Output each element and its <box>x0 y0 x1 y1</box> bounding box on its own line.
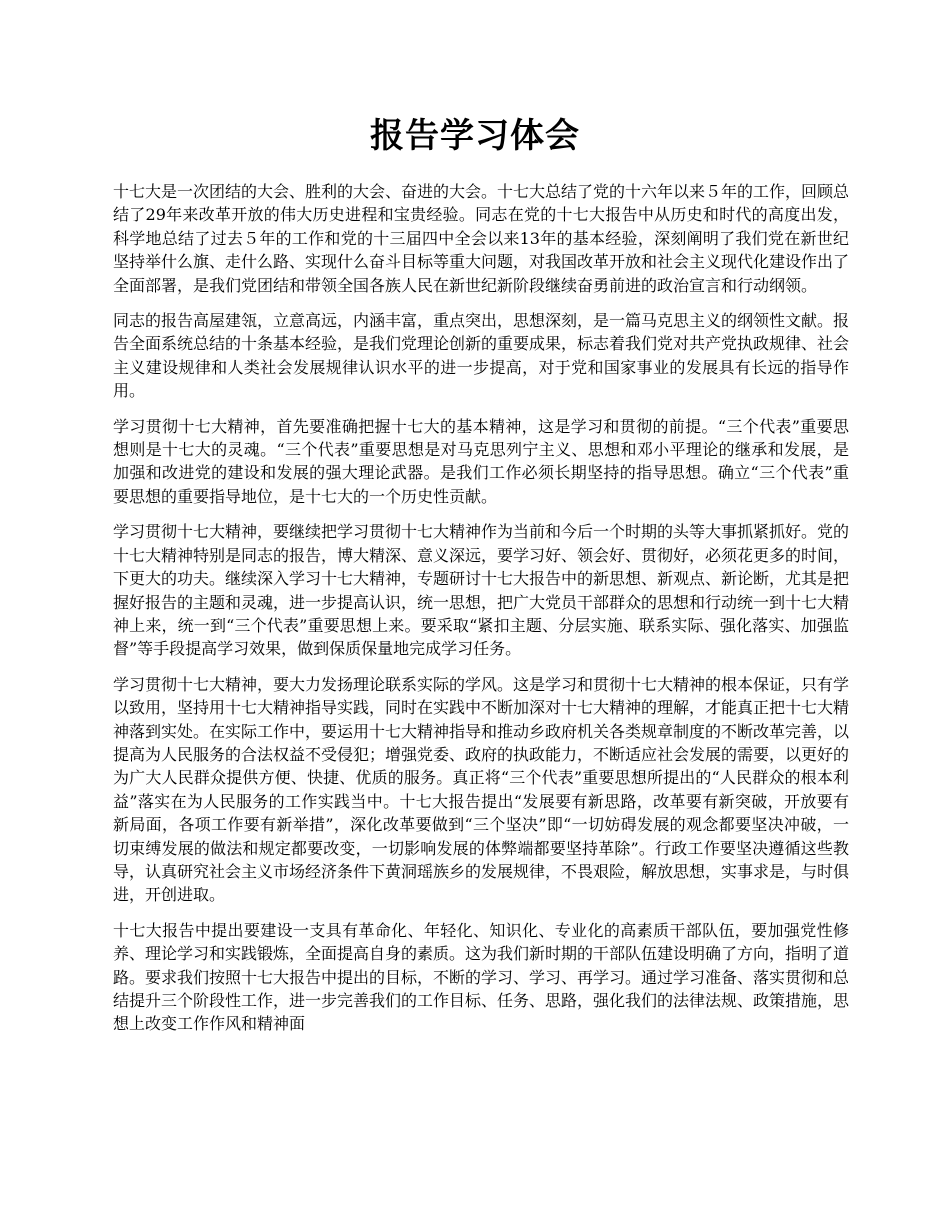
paragraph-3: 学习贯彻十七大精神，首先要准确把握十七大的基本精神，这是学习和贯彻的前提。“三个代表”重要思想则是十七大的灵魂。“三个代表”重要思想是对马克思列宁主义、思想和邓小平理论的继承和发展，是加强和改进党的建设和发展的强大理论武器。是我们工作必须长期坚持的指导思想。确立“三个代表”重要思想的重要指导地位，是十七大的一个历史性贡献。 <box>113 416 849 506</box>
page-title: 报告学习体会 <box>370 116 580 156</box>
paragraph-4: 学习贯彻十七大精神，要继续把学习贯彻十七大精神作为当前和今后一个时期的头等大事抓紧抓好。党的十七大精神特别是同志的报告，博大精深、意义深远，要学习好、领会好、贯彻好，必须花更多的时间，下更大的功夫。继续深入学习十七大精神，专题研讨十七大报告中的新思想、新观点、新论断，尤其是把握好报告的主题和灵魂，进一步提高认识，统一思想，把广大党员干部群众的思想和行动统一到十七大精神上来，统一到“三个代表”重要思想上来。要采取“紧扣主题、分层实施、联系实际、强化落实、加强监督”等手段提高学习效果，做到保质保量地完成学习任务。 <box>113 522 850 659</box>
paragraph-1: 十七大是一次团结的大会、胜利的大会、奋进的大会。十七大总结了党的十六年以来５年的工作，回顾总结了29年来改革开放的伟大历史进程和宝贵经验。同志在党的十七大报告中从历史和时代的高度出发，科学地总结了过去５年的工作和党的十三届四中全会以来13年的基本经验，深刻阐明了我们党在新世纪坚持举什么旗、走什么路、实现什么奋斗目标等重大问题，对我国改革开放和社会主义现代化建设作出了全面部署，是我们党团结和带领全国各族人民在新世纪新阶段继续奋勇前进的政治宣言和行动纲领。 <box>113 182 850 295</box>
paragraph-2: 同志的报告高屋建瓴，立意高远，内涵丰富，重点突出，思想深刻，是一篇马克思主义的纲领性文献。报告全面系统总结的十条基本经验，是我们党理论创新的重要成果，标志着我们党对共产党执政规律、社会主义建设规律和人类社会发展规律认识水平的进一步提高，对于党和国家事业的发展具有长远的指导作用。 <box>113 311 850 401</box>
paragraph-6: 十七大报告中提出要建设一支具有革命化、年轻化、知识化、专业化的高素质干部队伍，要加强党性修养、理论学习和实践锻炼，全面提高自身的素质。这为我们新时期的干部队伍建设明确了方向，指明了道路。要求我们按照十七大报告中提出的目标，不断的学习、学习、再学习。通过学习准备、落实贯彻和总结提升三个阶段性工作，进一步完善我们的工作目标、任务、思路，强化我们的法律法规、政策措施，思想上改变工作作风和精神面 <box>113 920 850 1034</box>
document-body <box>113 180 849 1048</box>
paragraph-5: 学习贯彻十七大精神，要大力发扬理论联系实际的学风。这是学习和贯彻十七大精神的根本保证，只有学以致用，坚持用十七大精神指导实践，同时在实践中不断加深对十七大精神的理解，才能真正把十七大精神落到实处。在实际工作中，要运用十七大精神指导和推动乡政府机关各类规章制度的不断改革完善，以提高为人民服务的合法权益不受侵犯；增强党委、政府的执政能力，不断适应社会发展的需要，以更好的为广大人民群众提供方便、快捷、优质的服务。真正将“三个代表”重要思想所提出的“人民群众的根本利益”落实在为人民服务的工作实践当中。十七大报告提出“发展要有新思路，改革要有新突破，开放要有新局面，各项工作要有新举措”，深化改革要做到“三个坚决”即“一切妨碍发展的观念都要坚决冲破，一切束缚发展的做法和规定都要改变，一切影响发展的体弊端都要坚持革除”。行政工作要坚决遵循这些教导，认真研究社会主义市场经济条件下黄洞瑶族乡的发展规律，不畏艰险，解放思想，实事求是，与时俱进，开创进取。 <box>113 674 850 905</box>
